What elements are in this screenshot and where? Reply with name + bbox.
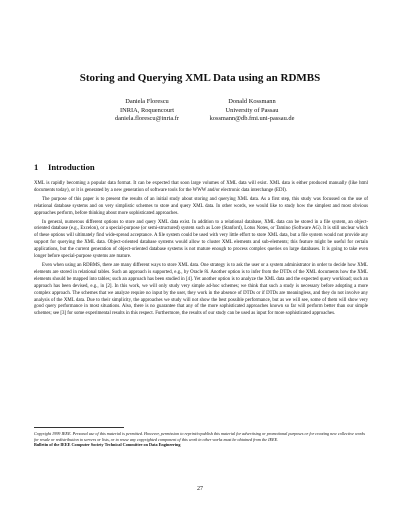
paper-title: Storing and Querying XML Data using an RDMBS	[79, 72, 321, 84]
page-number: 27	[197, 486, 203, 492]
author-affiliation: University of Passau	[225, 106, 279, 114]
author-name: Donald Kossmann	[228, 98, 276, 105]
section-heading	[34, 162, 95, 172]
bulletin-line: Bulletin of the IEEE Computer Society Technical Committee on Data Engineering	[34, 442, 181, 448]
author-affiliation: INRIA, Roquencourt	[120, 106, 174, 114]
footnote	[34, 431, 368, 448]
author-name: Daniela Florescu	[125, 98, 169, 105]
copyright-notice: Copyright 1999 IEEE. Personal use of this material is permitted. However, permission to reprint/republish this material for advertising or promotional purposes or for creating new collective works for resale or redistribution to servers or lists, or to reuse any copyrighted component of this work in other works must be obtained from the IEEE.	[34, 431, 365, 442]
paragraph: In general, numerous different options to store and query XML data exist. In addition to a relational database, XML data can be stored in a file system, an object-oriented database (e.g., Excelon), or a special-purpose (or semi-structured) system such as Lore (Stanford), Lotus Notes, or Tamino (Software AG). It is still unclear which of these options will ultimately find wide-spread acceptance. A file system could be used with very little effort to store XML data, but a file system would not provide any support for querying the XML data. Object-oriented database systems would allow to cluster XML elements and sub-elements; this feature might be useful for certain applications, but the current generation of object-oriented database systems is not mature enough to process complex queries on large databases. It is going to take even longer before special-purpose systems are mature.	[34, 219, 368, 260]
section-number: 1	[34, 162, 39, 172]
paragraph: The purpose of this paper is to present the results of an initial study about storing and querying XML data. As a first step, this study was focussed on the use of relational database systems and on very simplistic schemes to store and query XML data. In other words, we would like to study how the simplest and most obvious approaches perform, before thinking about more sophisticated approaches.	[34, 196, 368, 216]
footnote-rule	[34, 427, 124, 428]
paragraph: Even when using an RDBMS, there are many different ways to store XML data. One strategy is to ask the user or a system administrator in order to decide how XML elements are stored in relational tables. Such an approach is supported, e.g., by Oracle 8i. Another option is to infer from the DTDs of the XML documents how the XML elements should be mapped into tables; such an approach has been studied in [4]. Yet another option is to analyze the XML data and the expected query workload; such an approach has been devised, e.g., in [2]. In this work, we will only study very simple ad-hoc schemes; we think that such a study is necessary before adopting a more complex approach. The schemes that we analyze require no input by the user, they work in the absence of DTDs or if DTDs are meaningless, and they do not involve any analysis of the XML data. Due to their simplicity, the approaches we study will not show the best possible performance, but as we will see, some of them will show very good query performance in most situations. Also, there is no guarantee that any of the more sophisticated approaches known so far will perform better than our simple schemes; see [3] for some experimental results in this respect. Furthermore, the results of our study can be used as input for more sophisticated approaches.	[34, 262, 368, 317]
body-text	[34, 181, 368, 320]
author-email: kossmann@db.fmi.uni-passau.de	[209, 115, 295, 122]
section-title: Introduction	[48, 162, 95, 172]
author-block-2	[187, 98, 317, 124]
paragraph: XML is rapidly becoming a popular data format. It can be expected that soon large volumes of XML data will exist. XML data is either produced manually (like html documents today), or it is generated by a new generation of software tools for the WWW and/or electronic data interchange (EDI).	[34, 181, 368, 193]
author-email: daniela.florescu@inria.fr	[114, 115, 180, 122]
